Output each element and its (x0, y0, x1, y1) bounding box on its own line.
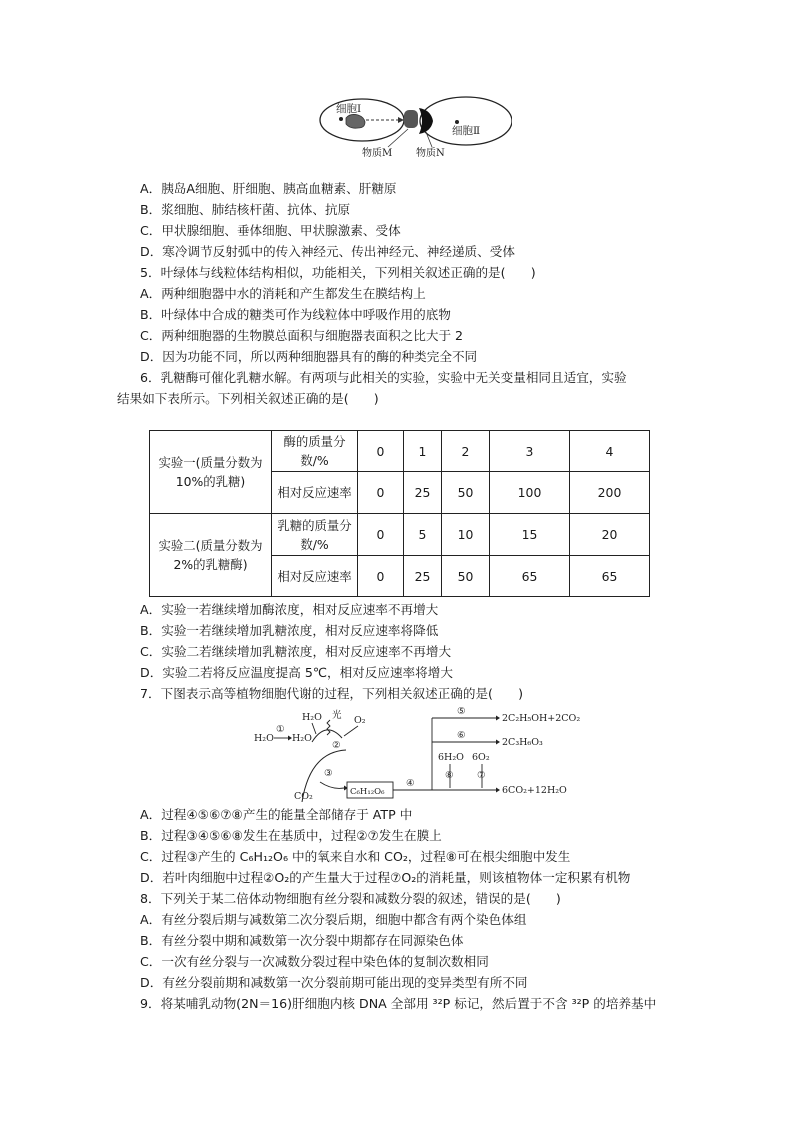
exp1-rate-cell: 50 (442, 472, 490, 514)
process-6-marker: ⑥ (457, 730, 466, 741)
exp1-var-cell: 4 (570, 431, 650, 472)
q5-option-d: D．因为功能不同，所以两种细胞器具有的酶的种类完全不同 (140, 349, 478, 364)
q8-option-a: A．有丝分裂后期与减数第二次分裂后期，细胞中都含有两个染色体组 (140, 912, 527, 927)
q6-option-a: A．实验一若继续增加酶浓度，相对反应速率不再增大 (140, 602, 439, 617)
exp2-rate-cell: 25 (404, 556, 442, 597)
water-input: H₂O (254, 733, 274, 744)
light-label: 光 (332, 710, 342, 721)
exp2-rate-cell: 65 (570, 556, 650, 597)
exp2-variable-label: 乳糖的质量分数/% (272, 514, 358, 556)
exp2-rate-cell: 0 (358, 556, 404, 597)
q6-option-b: B．实验一若继续增加乳糖浓度，相对反应速率将降低 (140, 623, 439, 638)
q8-option-d: D．有丝分裂前期和减数第一次分裂前期可能出现的变异类型有所不同 (140, 975, 528, 990)
aerobic-product: 6CO₂+12H₂O (502, 785, 567, 796)
substance-n-receptor (419, 108, 433, 134)
q5-option-c: C．两种细胞器的生物膜总面积与细胞器表面积之比大于 2 (140, 328, 464, 343)
substance-m-shape (346, 114, 365, 128)
process-7-marker: ⑦ (477, 770, 486, 781)
exp1-var-cell: 2 (442, 431, 490, 472)
exp1-rate-label: 相对反应速率 (272, 472, 358, 514)
arrow-to-glucose (320, 782, 344, 788)
q5-stem: 5．叶绿体与线粒体结构相似，功能相关，下列相关叙述正确的是( ) (140, 265, 536, 280)
exp2-var-cell: 20 (570, 514, 650, 556)
cell-signaling-figure (316, 92, 512, 160)
glucose-label: C₆H₁₂O₆ (350, 787, 385, 797)
signal-arrow-head (398, 117, 404, 123)
plant-metabolism-diagram (250, 706, 580, 802)
q8-option-c: C．一次有丝分裂与一次减数分裂过程中染色体的复制次数相同 (140, 954, 489, 969)
lactate-product: 2C₃H₆O₃ (502, 737, 543, 748)
exp2-rate-cell: 50 (442, 556, 490, 597)
oxygen-input-7: 6O₂ (472, 752, 490, 763)
process-4-marker: ④ (406, 778, 415, 789)
co2-input: CO₂ (294, 791, 313, 802)
oxygen-output: O₂ (354, 715, 366, 726)
exp2-rate-cell: 65 (490, 556, 570, 597)
exp2-var-cell: 0 (358, 514, 404, 556)
q9-stem: 9．将某哺乳动物(2N＝16)肝细胞内核 DNA 全部用 ³²P 标记，然后置于不含 ³²P 的培养基中 (140, 996, 657, 1011)
cell-1-nucleus (339, 117, 343, 121)
q7-option-a: A．过程④⑤⑥⑦⑧产生的能量全部储存于 ATP 中 (140, 807, 413, 822)
exp2-rate-label: 相对反应速率 (272, 556, 358, 597)
ethanol-product: 2C₂H₅OH+2CO₂ (502, 713, 580, 724)
q6-stem-line1: 6．乳糖酶可催化乳糖水解。有两项与此相关的实验，实验中无关变量相同且适宜，实验 (140, 370, 627, 385)
exp1-rate-cell: 100 (490, 472, 570, 514)
exp2-var-cell: 15 (490, 514, 570, 556)
q6-option-c: C．实验二若继续增加乳糖浓度，相对反应速率不再增大 (140, 644, 452, 659)
process-5-marker: ⑤ (457, 706, 466, 717)
q7-option-b: B．过程③④⑤⑥⑧发生在基质中，过程②⑦发生在膜上 (140, 828, 442, 843)
q4-option-c: C．甲状腺细胞、垂体细胞、甲状腺激素、受体 (140, 223, 401, 238)
q5-option-b: B．叶绿体中合成的糖类可作为线粒体中呼吸作用的底物 (140, 307, 451, 322)
process-1-marker: ① (276, 724, 285, 735)
substance-n-label: 物质N (416, 148, 445, 159)
q7-option-c: C．过程③产生的 C₆H₁₂O₆ 中的氧来自水和 CO₂，过程⑧可在根尖细胞中发生 (140, 849, 571, 864)
q7-stem: 7．下图表示高等植物细胞代谢的过程，下列相关叙述正确的是( ) (140, 686, 524, 701)
exp1-var-cell: 1 (404, 431, 442, 472)
q6-stem-line2: 结果如下表所示。下列相关叙述正确的是( ) (117, 391, 379, 406)
q5-option-a: A．两种细胞器中水的消耗和产生都发生在膜结构上 (140, 286, 426, 301)
process-2-marker: ② (332, 740, 341, 751)
q8-option-b: B．有丝分裂中期和减数第一次分裂中期都存在同源染色体 (140, 933, 464, 948)
q7-option-d: D．若叶肉细胞中过程②O₂的产生量大于过程⑦O₂的消耗量，则该植物体一定积累有机物 (140, 870, 631, 885)
exp1-rate-cell: 25 (404, 472, 442, 514)
exp1-rate-cell: 0 (358, 472, 404, 514)
exp2-var-cell: 5 (404, 514, 442, 556)
leader-line-n (426, 132, 432, 147)
substance-m-label: 物质M (362, 148, 393, 159)
exp1-var-cell: 0 (358, 431, 404, 472)
arrowhead (496, 788, 500, 793)
substance-m-released (404, 110, 418, 128)
q4-option-a: A．胰岛A细胞、肝细胞、胰高血糖素、肝糖原 (140, 181, 397, 196)
arrowhead (496, 740, 500, 745)
arrowhead (496, 716, 500, 721)
exp2-label: 实验二(质量分数为 2%的乳糖酶) (150, 514, 272, 597)
exp1-variable-label: 酶的质量分数/% (272, 431, 358, 472)
arrow-up-water (312, 723, 316, 734)
process-8-marker: ⑧ (445, 770, 454, 781)
exp1-var-cell: 3 (490, 431, 570, 472)
exp1-label: 实验一(质量分数为 10%的乳糖) (150, 431, 272, 514)
q4-option-d: D．寒冷调节反射弧中的传入神经元、传出神经元、神经递质、受体 (140, 244, 515, 259)
light-zigzag (327, 720, 330, 735)
water-mid: H₂O (292, 733, 312, 744)
q6-results-table (149, 430, 650, 597)
cell-2-nucleus (455, 120, 459, 124)
arrow-o2 (344, 726, 358, 736)
cell-1-label: 细胞Ⅰ (336, 103, 362, 115)
process-3-marker: ③ (324, 768, 333, 779)
water-top: H₂O (302, 712, 322, 723)
q8-stem: 8．下列关于某二倍体动物细胞有丝分裂和减数分裂的叙述，错误的是( ) (140, 891, 561, 906)
exp1-rate-cell: 200 (570, 472, 650, 514)
cell-2-label: 细胞Ⅱ (452, 125, 481, 137)
cell-2-outline (420, 97, 512, 145)
water-input-8: 6H₂O (438, 752, 464, 763)
q4-option-b: B．浆细胞、肺结核杆菌、抗体、抗原 (140, 202, 351, 217)
q6-option-d: D．实验二若将反应温度提高 5℃，相对反应速率将增大 (140, 665, 453, 680)
exp2-var-cell: 10 (442, 514, 490, 556)
